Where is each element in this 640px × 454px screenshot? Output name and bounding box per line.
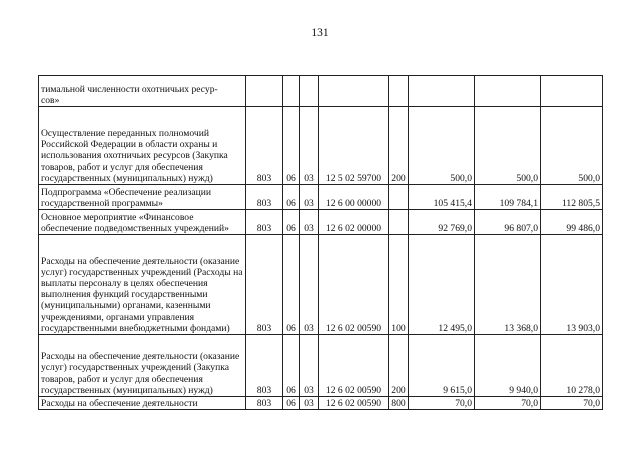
amount-year-2: 70,0 [475, 397, 541, 410]
section-code: 06 [283, 235, 300, 335]
subsection-code: 03 [300, 107, 319, 185]
amount-year-3: 99 486,0 [541, 210, 603, 235]
amount-year-2: 109 784,1 [475, 185, 541, 210]
amount-year-3: 112 805,5 [541, 185, 603, 210]
table-row [39, 210, 603, 235]
admin-code: 803 [246, 397, 283, 410]
budget-table [38, 75, 603, 410]
amount-year-3: 13 903,0 [541, 235, 603, 335]
amount-year-1 [409, 76, 475, 107]
amount-year-1: 12 495,0 [409, 235, 475, 335]
target-code: 12 6 02 00590 [319, 235, 389, 335]
amount-year-3: 10 278,0 [541, 335, 603, 397]
subsection-code: 03 [300, 185, 319, 210]
subsection-code: 03 [300, 210, 319, 235]
expense-type-code: 100 [389, 235, 409, 335]
admin-code [246, 76, 283, 107]
subsection-code: 03 [300, 335, 319, 397]
expense-type-code [389, 210, 409, 235]
target-code: 12 6 00 00000 [319, 185, 389, 210]
row-name: Расходы на обеспечение деятельности (оказание услуг) государственных учреждений (Расходы на выплаты персоналу в целях обеспечения выполнения функций государственными (муниципальными) органами, казенными учреждениями, органами управления государственными внебюджетными фондами) [39, 235, 246, 335]
admin-code: 803 [246, 210, 283, 235]
row-name: Подпрограмма «Обеспечение реализации государственной программы» [39, 185, 246, 210]
expense-type-code [389, 185, 409, 210]
target-code: 12 5 02 59700 [319, 107, 389, 185]
target-code: 12 6 02 00590 [319, 397, 389, 410]
section-code: 06 [283, 185, 300, 210]
amount-year-3: 70,0 [541, 397, 603, 410]
amount-year-3 [541, 76, 603, 107]
target-code: 12 6 02 00000 [319, 210, 389, 235]
amount-year-2: 96 807,0 [475, 210, 541, 235]
section-code: 06 [283, 335, 300, 397]
expense-type-code: 200 [389, 335, 409, 397]
target-code: 12 6 02 00590 [319, 335, 389, 397]
admin-code: 803 [246, 235, 283, 335]
row-name: Основное мероприятие «Финансовое обеспечение подведомственных учреждений» [39, 210, 246, 235]
admin-code: 803 [246, 107, 283, 185]
subsection-code: 03 [300, 235, 319, 335]
amount-year-2 [475, 76, 541, 107]
row-name: Расходы на обеспечение деятельности (оказание услуг) государственных учреждений (Закупка товаров, работ и услуг для обеспечения государственных (муниципальных) нужд) [39, 335, 246, 397]
subsection-code: 03 [300, 397, 319, 410]
expense-type-code: 200 [389, 107, 409, 185]
section-code: 06 [283, 397, 300, 410]
section-code: 06 [283, 107, 300, 185]
table-row [39, 235, 603, 335]
table-row [39, 76, 603, 107]
row-name: Осуществление переданных полномочий Российской Федерации в области охраны и использования охотничьих ресурсов (Закупка товаров, работ и услуг для обеспечения государственных (муниципальных) нужд) [39, 107, 246, 185]
expense-type-code [389, 76, 409, 107]
row-name: Расходы на обеспечение деятельности [39, 397, 246, 410]
table-row [39, 185, 603, 210]
subsection-code [300, 76, 319, 107]
amount-year-1: 105 415,4 [409, 185, 475, 210]
section-code [283, 76, 300, 107]
row-name: тимальной численности охотничьих ресур- сов» [39, 76, 246, 107]
amount-year-3: 500,0 [541, 107, 603, 185]
amount-year-1: 9 615,0 [409, 335, 475, 397]
section-code: 06 [283, 210, 300, 235]
amount-year-1: 500,0 [409, 107, 475, 185]
admin-code: 803 [246, 335, 283, 397]
target-code [319, 76, 389, 107]
expense-type-code: 800 [389, 397, 409, 410]
amount-year-2: 13 368,0 [475, 235, 541, 335]
admin-code: 803 [246, 185, 283, 210]
amount-year-2: 9 940,0 [475, 335, 541, 397]
table-row [39, 397, 603, 410]
amount-year-2: 500,0 [475, 107, 541, 185]
table-row [39, 335, 603, 397]
amount-year-1: 70,0 [409, 397, 475, 410]
page-number: 131 [311, 27, 329, 39]
table-row [39, 107, 603, 185]
amount-year-1: 92 769,0 [409, 210, 475, 235]
